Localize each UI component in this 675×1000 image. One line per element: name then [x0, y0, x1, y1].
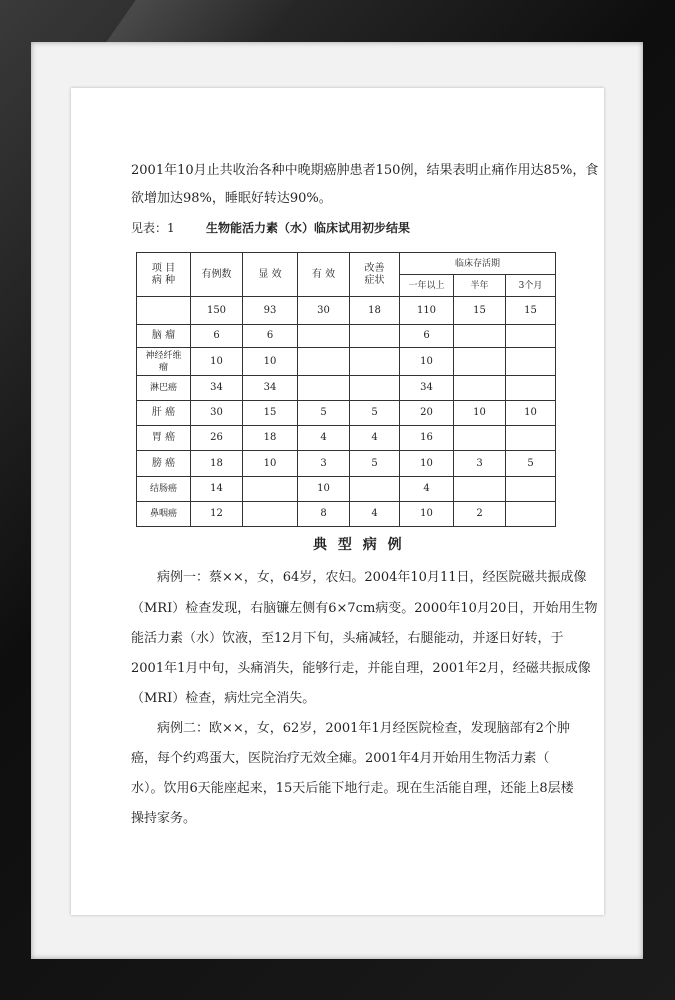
- case2-line-4: 操持家务。: [131, 811, 197, 826]
- table-row: 肝 癌 30 15 5 5 20 10 10: [137, 401, 556, 426]
- case1-line-3: 能活力素（水）饮液，至12月下旬，头痛减轻，右腿能动，并逐日好转，于: [131, 631, 564, 646]
- header-item: 项 目 病 种: [137, 253, 191, 297]
- header-survival: 临床存活期: [400, 253, 556, 275]
- case1-line-2: （MRI）检查发现，右脑镰左侧有6×7cm病变。2000年10月20日，开始用生物: [131, 601, 598, 616]
- table-row: 150 93 30 18 110 15 15: [137, 297, 556, 325]
- table-row: 鼻咽癌 12 8 4 10 2: [137, 502, 556, 527]
- section-title: 典 型 病 例: [313, 537, 405, 553]
- case2-line-1: 病例二：欧××，女，62岁，2001年1月经医院检查，发现脑部有2个肿: [157, 721, 570, 736]
- table-title: 生物能活力素（水）临床试用初步结果: [206, 221, 411, 235]
- table-row: 结肠癌 14 10 4: [137, 477, 556, 502]
- table-reference: 见表：1: [131, 221, 175, 235]
- header-over-one-year: 一年以上: [400, 275, 454, 297]
- table-row: 脑 瘤 6 6 6: [137, 325, 556, 348]
- table-row: 神经纤维瘤 10 10 10: [137, 348, 556, 376]
- header-cases: 有例数: [191, 253, 243, 297]
- case1-line-4: 2001年1月中旬，头痛消失，能够行走，并能自理，2001年2月，经磁共振成像: [131, 661, 591, 676]
- intro-line-1: 2001年10月止共收治各种中晚期癌肿患者150例，结果表明止痛作用达85%，食: [131, 163, 599, 178]
- case2-line-3: 水）。饮用6天能座起来，15天后能下地行走。现在生活能自理，还能上8层楼: [131, 781, 574, 796]
- header-half-year: 半年: [454, 275, 506, 297]
- table-row: 膀 癌 18 10 3 5 10 3 5: [137, 451, 556, 477]
- table-row: 淋巴癌 34 34 34: [137, 376, 556, 401]
- results-table: [136, 252, 556, 527]
- header-effective: 有 效: [298, 253, 350, 297]
- case2-line-2: 癌，每个约鸡蛋大，医院治疗无效全瘫。2001年4月开始用生物活力素（: [131, 751, 550, 766]
- case1-line-1: 病例一：蔡××，女，64岁，农妇。2004年10月11日，经医院磁共振成像: [157, 570, 587, 585]
- header-three-months: 3个月: [506, 275, 556, 297]
- case1-line-5: （MRI）检查，病灶完全消失。: [131, 691, 316, 706]
- frame-glare: [104, 0, 296, 45]
- table-row: 胃 癌 26 18 4 4 16: [137, 426, 556, 451]
- header-improved: 改善 症状: [350, 253, 400, 297]
- intro-line-2: 欲增加达98%，睡眠好转达90%。: [131, 191, 332, 206]
- header-marked: 显 效: [243, 253, 298, 297]
